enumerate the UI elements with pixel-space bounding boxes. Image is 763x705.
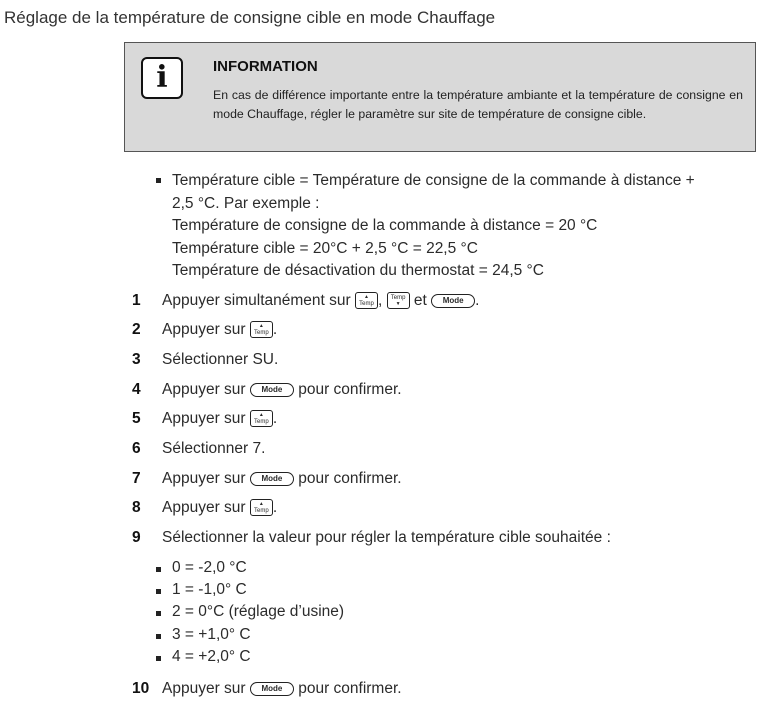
mode-key-icon: Mode: [250, 682, 294, 696]
step-text: Sélectionner la valeur pour régler la température cible souhaitée :: [162, 529, 611, 546]
temp-up-key-icon: ▲ Temp: [250, 321, 273, 338]
bullet-icon: [156, 611, 161, 616]
mode-key-icon: Mode: [431, 294, 475, 308]
bullet-line: Température cible = Température de consigne de la commande à distance +: [172, 172, 695, 189]
bullet-icon: [156, 656, 161, 661]
step-text: Appuyer sur: [162, 470, 246, 487]
bullet-line: Température de consigne de la commande à distance = 20 °C: [172, 217, 598, 234]
value-item: 3 = +1,0° C: [156, 626, 251, 644]
step-number: 8: [132, 499, 141, 516]
temp-up-key-icon: ▲ Temp: [355, 292, 378, 309]
step-text: Sélectionner SU.: [162, 351, 279, 368]
step-text-after: pour confirmer.: [298, 381, 402, 398]
step-number: 2: [132, 321, 141, 338]
information-box: [124, 42, 756, 152]
bullet-line: Température de désactivation du thermostat = 24,5 °C: [172, 262, 544, 279]
information-icon: i: [141, 57, 183, 99]
step-text-after: pour confirmer.: [298, 680, 402, 697]
step-and: et: [413, 292, 427, 309]
temp-up-key-icon: ▲ Temp: [250, 410, 273, 427]
bullet-icon: [156, 634, 161, 639]
step-text: Sélectionner 7.: [162, 440, 266, 457]
step-text: Appuyer simultanément sur: [162, 292, 351, 309]
page-title: Réglage de la température de consigne cible en mode Chauffage: [4, 8, 496, 27]
step-number: 5: [132, 410, 141, 427]
information-heading: INFORMATION: [213, 58, 318, 75]
mode-key-icon: Mode: [250, 472, 294, 486]
bullet-line: 2,5 °C. Par exemple :: [172, 194, 320, 212]
step-number: 4: [132, 381, 141, 398]
value-item: 2 = 0°C (réglage d’usine): [156, 603, 344, 621]
value-item: 4 = +2,0° C: [156, 648, 251, 666]
mode-key-icon: Mode: [250, 383, 294, 397]
bullet-icon: [156, 589, 161, 594]
step-text: Appuyer sur: [162, 321, 246, 338]
bullet-icon: [156, 567, 161, 572]
step-number: 7: [132, 470, 141, 487]
value-item: 1 = -1,0° C: [156, 581, 247, 599]
temp-up-key-icon: ▲ Temp: [250, 499, 273, 516]
step-number: 10: [132, 680, 150, 697]
bullet-line: Température cible = 20°C + 2,5 °C = 22,5 °C: [172, 239, 478, 257]
temp-down-key-icon: Temp ▼: [387, 292, 410, 309]
step-text: Appuyer sur: [162, 499, 246, 516]
step-text-after: pour confirmer.: [298, 470, 402, 487]
step-text: Appuyer sur: [162, 680, 246, 697]
information-text: En cas de différence importante entre la température ambiante et la température de consigne en mode Chauffage, régler le paramètre sur site de température de consigne cible.: [213, 88, 743, 121]
step-number: 3: [132, 351, 141, 368]
step-number: 1: [132, 292, 141, 309]
step-number: 9: [132, 529, 141, 546]
example-bullet: [156, 170, 760, 283]
step-text: Appuyer sur: [162, 410, 246, 427]
step-text: Appuyer sur: [162, 381, 246, 398]
bullet-icon: [156, 178, 161, 183]
value-item: 0 = -2,0 °C: [156, 559, 247, 577]
step-number: 6: [132, 440, 141, 457]
